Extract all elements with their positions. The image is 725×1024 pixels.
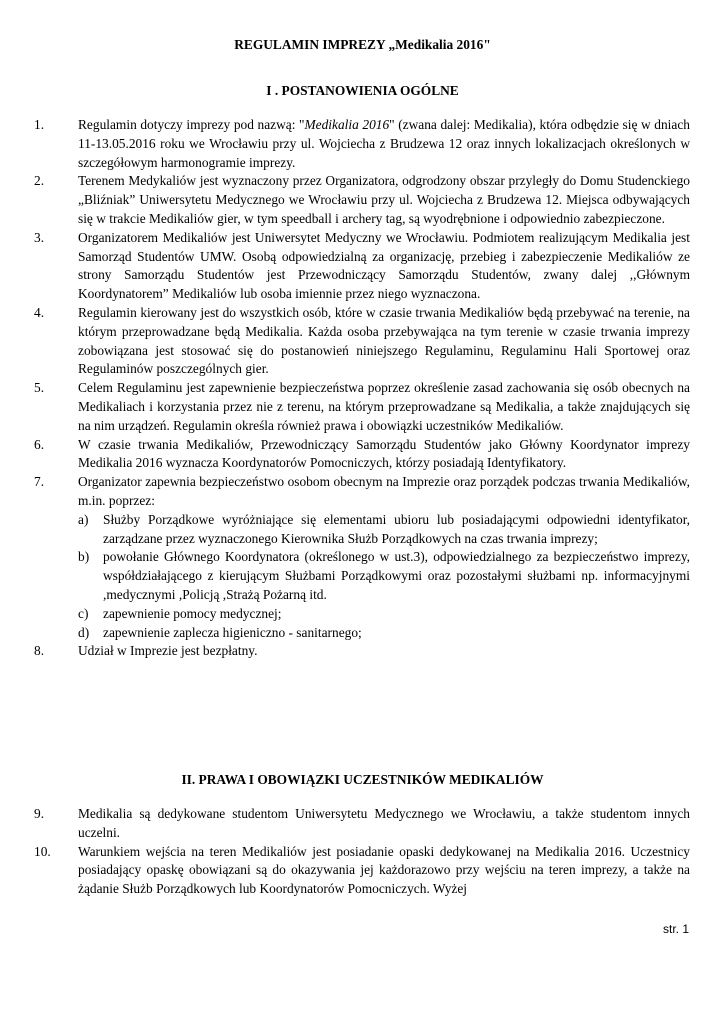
list-item (0, 229, 725, 304)
item-number: 8. (34, 643, 45, 659)
item-number: 5. (34, 380, 45, 396)
sub-item (0, 605, 725, 624)
item-text: Celem Regulaminu jest zapewnienie bezpieczeństwa poprzez określenie zasad zachowania się osób obecnych na Medikaliach i korzystania przez nie z terenu, na którym przeprowadzane są Medikalia, a także znajdujących się na nim urządzeń. Regulamin określa również prawa i obowiązki uczestników Medikaliów. (78, 380, 690, 433)
item-number: 2. (34, 173, 45, 189)
sub-item-text: Służby Porządkowe wyróżniające się elementami ubioru lub posiadającymi odpowiedni identyfikator, zarządzane przez wyznaczonego Kierownika Służb Porządkowych na czas trwania imprezy; (103, 511, 690, 546)
sub-item-label: a) (78, 511, 89, 527)
list-item (0, 379, 725, 435)
item-number: 6. (34, 436, 45, 452)
item-text: Medikalia są dedykowane studentom Uniwersytetu Medycznego we Wrocławiu, a także studentom innych uczelni. (78, 806, 690, 840)
sub-item-text: powołanie Głównego Koordynatora (określonego w ust.3), odpowiedzialnego za bezpieczeństwo imprezy, współdziałającego z kierującym Służbami Porządkowymi oraz pozostałymi służbami np. informacyjnymi ,medycznymi ,Policją ,Strażą Pożarną itd. (103, 549, 690, 602)
section-2-list (0, 805, 725, 899)
sub-item (0, 548, 725, 604)
section-heading-general: I . POSTANOWIENIA OGÓLNE (266, 83, 459, 98)
page-number: str. 1 (662, 922, 689, 936)
item-text: Regulamin dotyczy imprezy pod nazwą: "Medikalia 2016" (zwana dalej: Medikalia), która odbędzie się w dniach 11-13.05.2016 roku we Wrocławiu przy ul. Wojciecha z Brudzewa 12 oraz innych lokalizacjach określonych w szczegółowym harmonogramie imprezy. (78, 117, 690, 170)
list-item (0, 642, 725, 661)
item-text: Udział w Imprezie jest bezpłatny. (78, 643, 258, 659)
item-number: 7. (34, 474, 45, 490)
list-item (0, 304, 725, 379)
sub-item (0, 511, 725, 549)
list-item (0, 116, 725, 172)
sub-item (0, 624, 725, 643)
item-text: W czasie trwania Medikaliów, Przewodniczący Samorządu Studentów jako Główny Koordynator imprezy Medikalia 2016 wyznacza Koordynatorów Pomocniczych, którzy posiadają Identyfikatory. (78, 436, 690, 471)
list-item (0, 436, 725, 474)
section-heading-rights: II. PRAWA I OBOWIĄZKI UCZESTNIKÓW MEDIKALIÓW (181, 772, 544, 787)
sub-item-label: d) (78, 624, 90, 640)
list-item (0, 843, 725, 899)
item-text: Regulamin kierowany jest do wszystkich osób, które w czasie trwania Medikaliów będą przebywać na terenie, na którym przeprowadzane będą Medikalia. Każda osoba przebywająca na tym terenie w czasie trwania imprezy zobowiązana jest stosować się do postanowień niniejszego Regulaminu, Regulaminu Hali Sportowej oraz Regulaminów poszczególnych gier. (78, 304, 690, 377)
event-name: Medikalia 2016 (304, 117, 390, 132)
sub-item-text: zapewnienie pomocy medycznej; (103, 605, 282, 621)
list-item (0, 805, 725, 843)
item-text: Warunkiem wejścia na teren Medikaliów jest posiadanie opaski dedykowanej na Medikalia 2016. Uczestnicy posiadający opaskę obowiązani są do okazywania jej każdorazowo przy wejściu na teren imprezy, a także na żądanie Służb Porządkowych lub Koordynatorów Pomocniczych. Wyżej (78, 843, 690, 897)
item-text: Organizatorem Medikaliów jest Uniwersytet Medyczny we Wrocławiu. Podmiotem realizującym Medikalia jest Samorząd Studentów UMW. Osobą odpowiedzialną za organizację, przebieg i zabezpieczenie Medikaliów ze strony Samorządu Studentów jest Przewodniczący Samorządu Studentów, zwany dalej ,,Głównym Koordynatorem” Medikaliów lub osoba imiennie przez niego wyznaczona. (78, 229, 690, 302)
sub-item-label: c) (78, 605, 89, 621)
section-1-list (0, 116, 725, 661)
item-number: 1. (34, 117, 45, 132)
item-text: Terenem Medykaliów jest wyznaczony przez Organizatora, odgrodzony obszar przyległy do Domu Studenckiego „Bliźniak” Uniwersytetu Medycznego we Wrocławiu przy ul. Wojciecha z Brudzewa 12. Miejsca odbywających się w trakcie Medikaliów gier, w tym speedball i archery tag, są wyodrębnione i odpowiednio zabezpieczone. (78, 173, 690, 226)
sub-item-label: b) (78, 549, 90, 565)
document-title: REGULAMIN IMPREZY „Medikalia 2016" (234, 37, 491, 52)
list-item (0, 473, 725, 511)
item-number: 10. (34, 843, 51, 859)
list-item (0, 172, 725, 228)
sub-item-text: zapewnienie zaplecza higieniczno - sanitarnego; (103, 624, 362, 640)
item-text: Organizator zapewnia bezpieczeństwo osobom obecnym na Imprezie oraz porządek podczas trwania Medikaliów, m.in. poprzez: (78, 474, 690, 508)
item-number: 3. (34, 229, 45, 245)
item-number: 4. (34, 304, 45, 320)
item-number: 9. (34, 806, 45, 821)
